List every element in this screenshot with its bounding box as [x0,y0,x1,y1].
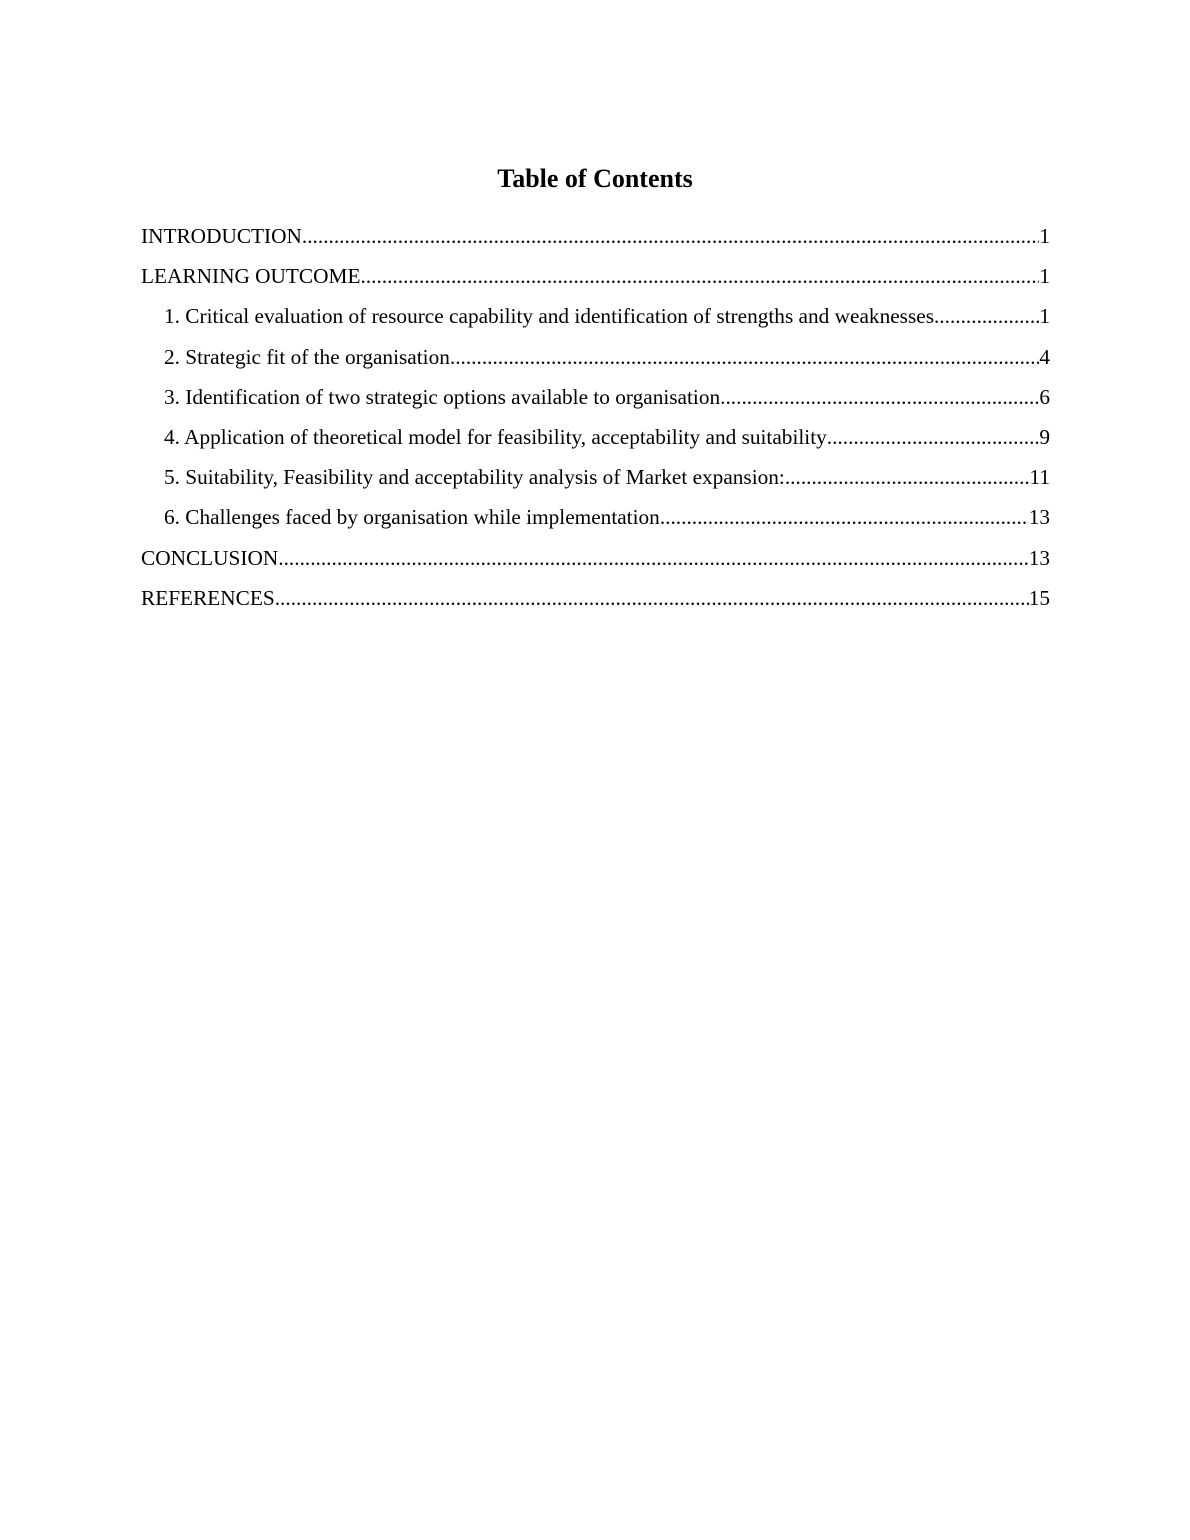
toc-entry-strategic-options[interactable] [141,377,1050,417]
toc-entry-label: 5. Suitability, Feasibility and acceptability analysis of Market expansion: [164,465,785,490]
toc-entry-introduction[interactable] [141,216,1050,256]
toc-page-number: 13 [1028,545,1050,570]
toc-page-number: 1 [1039,224,1050,248]
toc-title: Table of Contents [497,164,693,193]
toc-page-number: 9 [1039,424,1050,449]
toc-entry-challenges[interactable] [141,497,1050,537]
toc-dot-leader [827,417,1040,457]
toc-dot-leader [450,337,1039,377]
toc-dot-leader [302,216,1039,256]
toc-dot-leader [660,497,1029,537]
toc-dot-leader [720,377,1039,417]
toc-page-number: 15 [1028,585,1050,610]
toc-list [141,216,1050,618]
toc-dot-leader [360,256,1039,296]
toc-entry-label: 3. Identification of two strategic options available to organisation [164,384,721,409]
toc-entry-label: 6. Challenges faced by organisation while implementation [164,505,660,530]
toc-entry-label: INTRODUCTION [141,224,302,248]
toc-dot-leader [785,457,1030,497]
toc-page-number: 13 [1028,505,1050,530]
toc-page-number: 6 [1039,384,1050,409]
toc-dot-leader [275,578,1029,618]
toc-page-number: 1 [1039,304,1050,329]
toc-entry-label: 2. Strategic fit of the organisation [164,344,450,369]
toc-entry-learning-outcome[interactable] [141,256,1050,296]
toc-entry-label: LEARNING OUTCOME [141,264,361,289]
toc-entry-label: CONCLUSION [141,545,279,570]
toc-page-number: 11 [1029,465,1050,490]
toc-dot-leader [934,296,1039,336]
toc-entry-conclusion[interactable] [141,538,1050,578]
toc-entry-theoretical-model[interactable] [141,417,1050,457]
toc-entry-strategic-fit[interactable] [141,337,1050,377]
toc-entry-label: 4. Application of theoretical model for feasibility, acceptability and suitability [164,424,827,449]
toc-entry-market-expansion[interactable] [141,457,1050,497]
toc-dot-leader [278,538,1028,578]
toc-entry-references[interactable] [141,578,1050,618]
toc-entry-label: REFERENCES [141,585,275,610]
toc-entry-resource-capability[interactable] [141,296,1050,336]
toc-page-number: 1 [1039,264,1050,289]
toc-page-number: 4 [1039,344,1050,369]
toc-entry-label: 1. Critical evaluation of resource capability and identification of strengths and weaknesses [164,304,934,329]
